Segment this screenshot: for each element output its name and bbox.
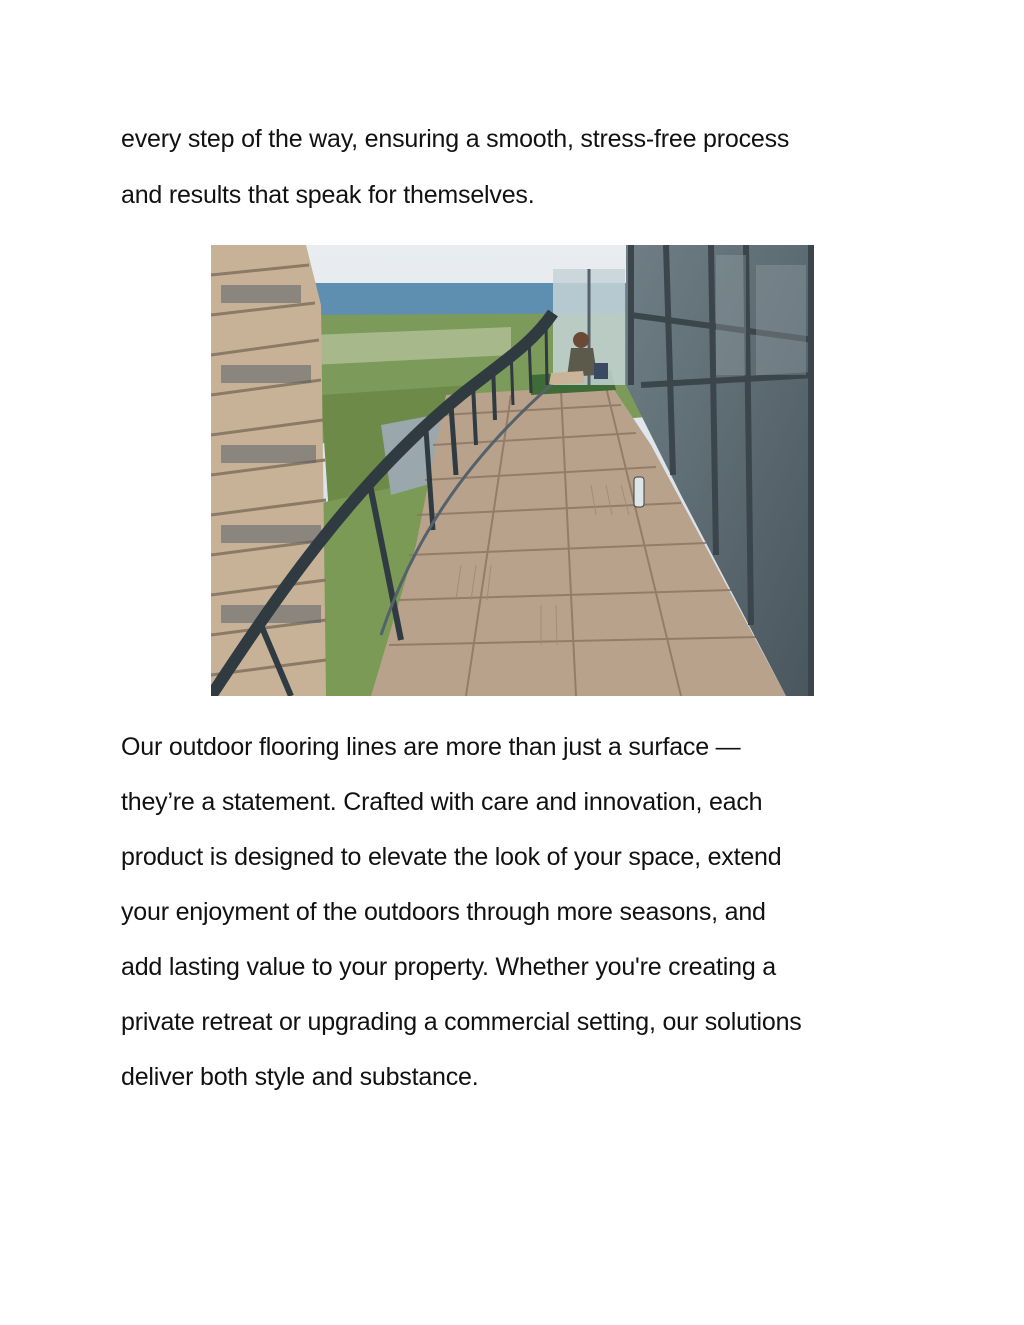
body-text-line-1: Our outdoor flooring lines are more than just a surface — bbox=[121, 733, 741, 761]
body-text-line-6: private retreat or upgrading a commercial setting, our solutions bbox=[121, 1008, 802, 1036]
water-bottle bbox=[634, 477, 644, 507]
intro-text-line-2: and results that speak for themselves. bbox=[121, 181, 535, 209]
body-text-line-3: product is designed to elevate the look of your space, extend bbox=[121, 843, 782, 871]
body-text-line-4: your enjoyment of the outdoors through more seasons, and bbox=[121, 898, 766, 926]
balcony-flooring-photo bbox=[211, 245, 814, 696]
body-text-line-5: add lasting value to your property. Whether you're creating a bbox=[121, 953, 776, 981]
intro-text-line-1: every step of the way, ensuring a smooth, stress-free process bbox=[121, 125, 790, 153]
body-text-line-2: they’re a statement. Crafted with care and innovation, each bbox=[121, 788, 763, 816]
body-text-line-7: deliver both style and substance. bbox=[121, 1063, 479, 1091]
